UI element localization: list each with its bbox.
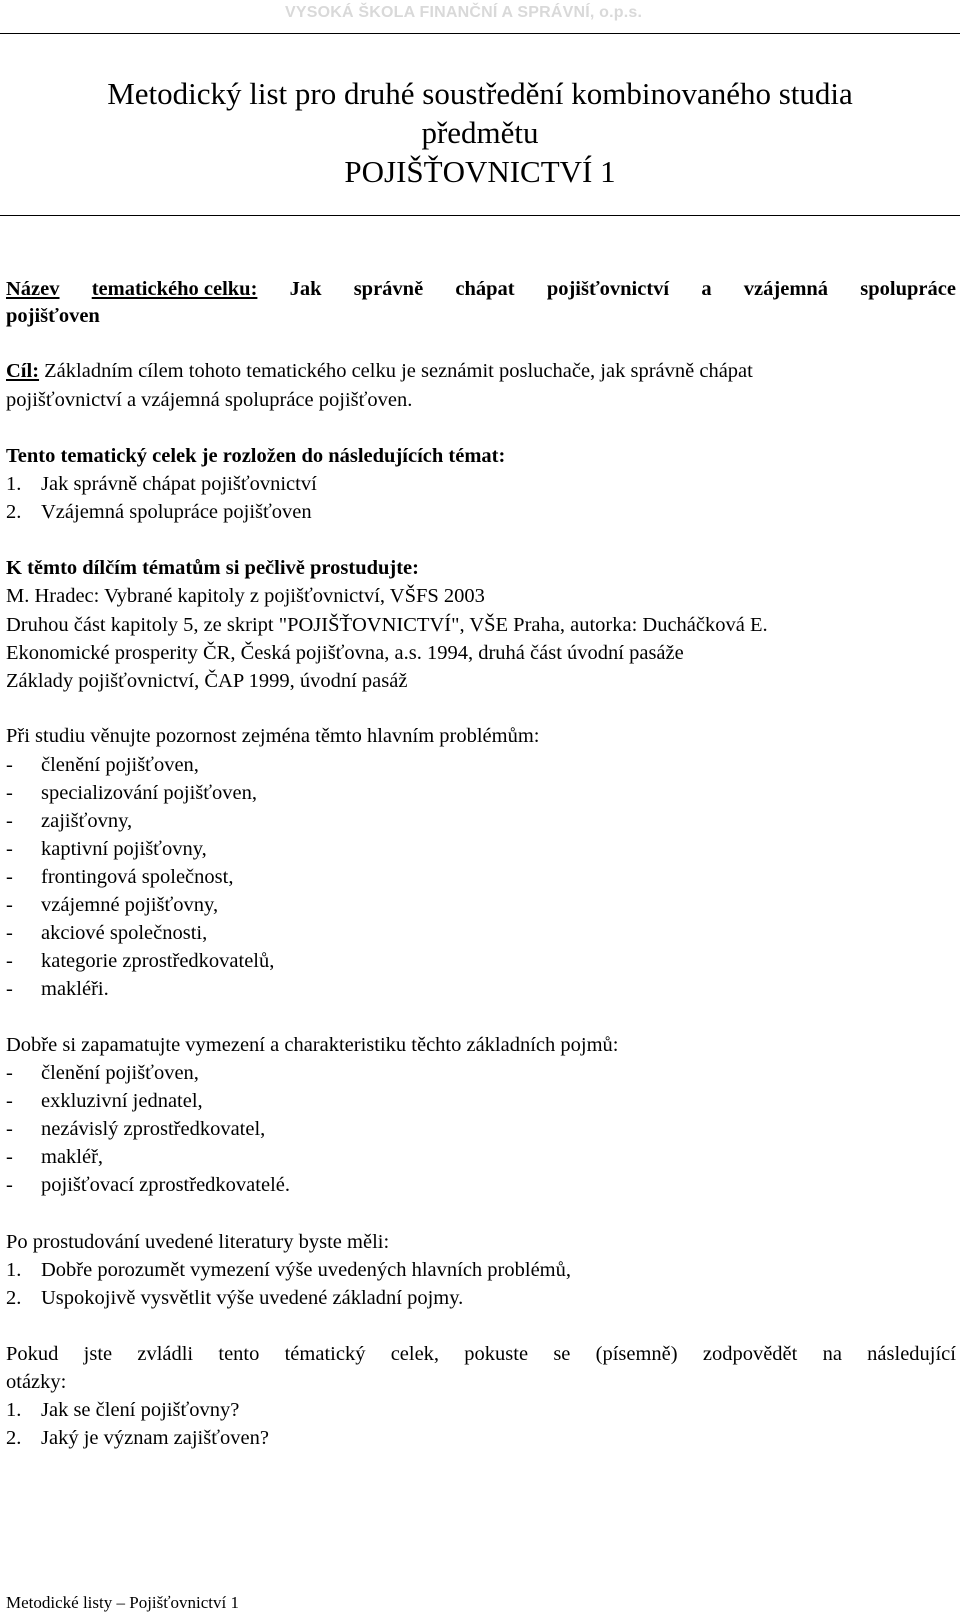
problem-item: - kaptivní pojišťovny, [6, 838, 207, 860]
study-item: Ekonomické prosperity ČR, Česká pojišťovna, a.s. 1994, druhá část úvodní pasáže [6, 642, 684, 664]
questions-intro-word: celek, [390, 1343, 440, 1365]
topic-word: správně [353, 278, 424, 300]
topic-word: pojišťovnictví [546, 278, 670, 300]
questions-intro-word: zodpovědět [702, 1343, 798, 1365]
problem-item: - vzájemné pojišťovny, [6, 894, 219, 916]
study-item: Druhou část kapitoly 5, ze skript "POJIŠŤOVNICTVÍ", VŠE Praha, autorka: Ducháčková E. [6, 614, 768, 636]
problem-item: - makléři. [6, 978, 109, 1000]
question-item: 1. Jak se člení pojišťovny? [6, 1399, 240, 1421]
questions-intro-word: tento [218, 1343, 260, 1365]
document-title [0, 74, 960, 191]
questions-intro-word: na [822, 1343, 842, 1365]
themes-heading: Tento tematický celek je rozložen do následujících témat: [6, 445, 506, 467]
questions-intro-word: (písemně) [595, 1343, 678, 1365]
questions-intro-word: následující [867, 1343, 956, 1365]
term-item: - nezávislý zprostředkovatel, [6, 1118, 266, 1140]
questions-intro-word: Pokud [6, 1343, 59, 1365]
outcomes-heading: Po prostudování uvedené literatury byste měli: [6, 1231, 390, 1253]
topic-word: Jak [289, 278, 322, 300]
title-line-3: POJIŠŤOVNICTVÍ 1 [344, 154, 616, 189]
questions-intro-word: se [553, 1343, 571, 1365]
problem-item: - zajišťovny, [6, 810, 133, 832]
topic-line-2: pojišťoven [6, 305, 100, 327]
topic-line-1 [6, 276, 956, 302]
outcome-item: 1. Dobře porozumět vymezení výše uvedených hlavních problémů, [6, 1259, 571, 1281]
topic-word: chápat [455, 278, 515, 300]
goal-line-2: pojišťovnictví a vzájemná spolupráce pojišťoven. [6, 389, 413, 411]
goal-label: Cíl: [6, 360, 40, 382]
terms-heading: Dobře si zapamatujte vymezení a charakteristiku těchto základních pojmů: [6, 1034, 619, 1056]
topic-word: vzájemná [743, 278, 829, 300]
question-item: 2. Jaký je význam zajišťoven? [6, 1427, 269, 1449]
questions-intro-word: pokuste [464, 1343, 529, 1365]
theme-item: 1. Jak správně chápat pojišťovnictví [6, 473, 317, 495]
questions-intro-word: jste [83, 1343, 113, 1365]
topic-word: a [701, 278, 712, 300]
topic-word: spolupráce [860, 278, 956, 300]
theme-item: 2. Vzájemná spolupráce pojišťoven [6, 501, 312, 523]
problem-item: - akciové společnosti, [6, 922, 208, 944]
topic-label-word: tematického celku: [91, 278, 258, 300]
problem-item: - kategorie zprostředkovatelů, [6, 950, 275, 972]
term-item: - makléř, [6, 1146, 104, 1168]
study-item: M. Hradec: Vybrané kapitoly z pojišťovnictví, VŠFS 2003 [6, 585, 485, 607]
questions-intro-word: zvládli [137, 1343, 194, 1365]
questions-intro-line-1 [6, 1341, 956, 1367]
term-item: - pojišťovací zprostředkovatelé. [6, 1174, 290, 1196]
study-item: Základy pojišťovnictví, ČAP 1999, úvodní pasáž [6, 670, 408, 692]
questions-intro-word: tématický [284, 1343, 366, 1365]
title-line-2: předmětu [421, 115, 539, 150]
outcome-item: 2. Uspokojivě vysvětlit výše uvedené základní pojmy. [6, 1287, 464, 1309]
problem-item: - frontingová společnost, [6, 866, 234, 888]
problem-item: - specializování pojišťoven, [6, 782, 257, 804]
study-heading: K těmto dílčím tématům si pečlivě prostudujte: [6, 557, 419, 579]
questions-intro-line-2: otázky: [6, 1371, 67, 1393]
term-item: - exkluzivní jednatel, [6, 1090, 203, 1112]
goal-line-1 [6, 358, 753, 384]
page-footer: Metodické listy – Pojišťovnictví 1 [6, 1593, 239, 1612]
problem-item: - členění pojišťoven, [6, 754, 199, 776]
problems-heading: Při studiu věnujte pozornost zejména těmto hlavním problémům: [6, 725, 540, 747]
header-divider [0, 33, 960, 34]
term-item: - členění pojišťoven, [6, 1062, 199, 1084]
goal-text: Základním cílem tohoto tematického celku je seznámit posluchače, jak správně chápat [44, 360, 753, 382]
institution-header: VYSOKÁ ŠKOLA FINANČNÍ A SPRÁVNÍ, o.p.s. [285, 4, 643, 21]
title-line-1: Metodický list pro druhé soustředění kombinovaného studia [107, 76, 853, 111]
topic-label: Název [6, 278, 60, 300]
title-divider [0, 215, 960, 216]
